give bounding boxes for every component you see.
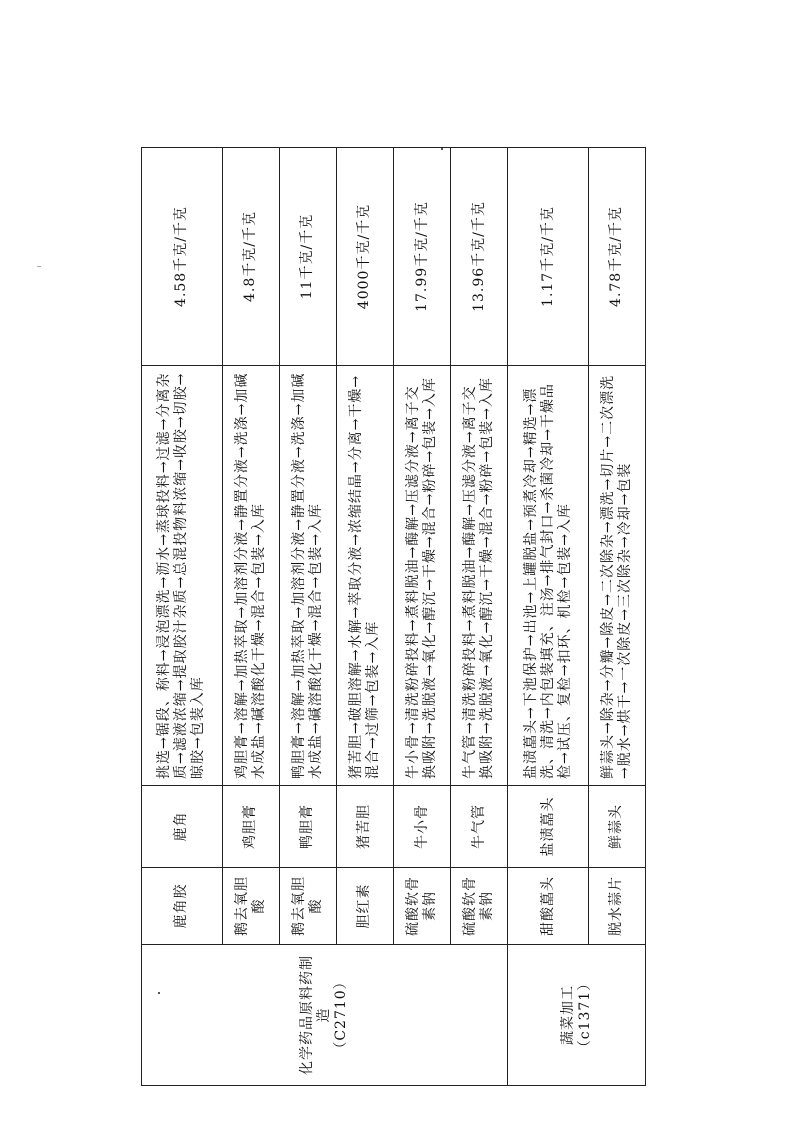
material-cell: 猪苦胆 (336, 786, 393, 868)
material-cell: 牛小骨 (393, 786, 450, 868)
material-cell: 鸡胆膏 (222, 786, 279, 868)
product-cell: 鹅去氧胆酸 (222, 868, 279, 945)
product-cell: 甜酸藠头 (508, 868, 589, 945)
product-cell: 鹿角胶 (142, 868, 223, 945)
material-consumption-table (141, 147, 646, 1086)
product-cell: 硫酸软骨素钠 (451, 868, 508, 945)
process-cell: 鸭胆膏→溶解→加热萃取→加溶剂分液→静置分液→洗涤→加碱水成盐→碱溶酸化干燥→混合→包装→入库 (279, 366, 336, 786)
material-cell: 鸭胆膏 (279, 786, 336, 868)
material-cell: 牛气管 (451, 786, 508, 868)
product-cell: 硫酸软骨素钠 (393, 868, 450, 945)
consumption-value-cell: 13.96千克/千克 (451, 148, 508, 366)
process-cell: 猪苦胆→破胆溶解→水解→萃取分液→浓缩结晶→分离→干燥→混合→过筛→包装→入库 (336, 366, 393, 786)
process-cell: 牛小骨→清洗粉碎投料→煮料脱油→酶解→压滤分液→离子交换吸附→洗脱液→氧化→醇沉→干燥→混合→粉碎→包装→入库 (393, 366, 450, 786)
process-cell: 挑选→锯段、称料→浸泡漂洗→沥水→蒸球投料→过滤→分离杂质→滤液浓缩→提取胶汁杂质→总混投物料浓缩→收胶→切胶→晾胶→包装入库 (142, 366, 223, 786)
material-cell: 鹿角 (142, 786, 223, 868)
product-cell: 胆红素 (336, 868, 393, 945)
consumption-value-cell: 4.78千克/千克 (588, 148, 645, 366)
table-row (508, 148, 589, 1086)
consumption-value-cell: 11千克/千克 (279, 148, 336, 366)
industry-category-cell: 化学药品原料药制造 （C2710） (142, 945, 508, 1086)
consumption-value-cell: 4.8千克/千克 (222, 148, 279, 366)
rotated-table-wrapper (141, 148, 646, 1086)
process-cell: 牛气管→清洗粉碎投料→煮料脱油→酶解→压滤分液→离子交换吸附→洗脱液→氧化→醇沉→干燥→混合→粉碎→包装→入库 (451, 366, 508, 786)
industry-category-cell: 蔬菜加工 （c1371） (508, 945, 646, 1086)
material-cell: 鲜蒜头 (588, 786, 645, 868)
material-cell: 盐渍藠头 (508, 786, 589, 868)
consumption-value-cell: 1.17千克/千克 (508, 148, 589, 366)
consumption-value-cell: 4.58千克/千克 (142, 148, 223, 366)
consumption-value-cell: 4000千克/千克 (336, 148, 393, 366)
process-cell: 鲜蒜头→除杂→分瓣→除皮→二次除杂→漂洗→切片→二次漂洗→脱水→烘干→一次除皮→三次除杂→冷却→包装 (588, 366, 645, 786)
product-cell: 脱水蒜片 (588, 868, 645, 945)
scan-speck (37, 266, 41, 267)
product-cell: 鹅去氧胆酸 (279, 868, 336, 945)
process-cell: 鸡胆膏→溶解→加热萃取→加溶剂分液→静置分液→洗涤→加碱水成盐→碱溶酸化干燥→混合→包装→入库 (222, 366, 279, 786)
process-cell: 盐渍藠头→下池保护→出池→上罐脱盐→预煮冷却→精选→漂洗、清洗→内包装填充、注汤→排气封口→杀菌冷却→干燥品检→试压、复检→扣环、机检→包装→入库 (508, 366, 589, 786)
consumption-value-cell: 17.99千克/千克 (393, 148, 450, 366)
table-row (142, 148, 223, 1086)
